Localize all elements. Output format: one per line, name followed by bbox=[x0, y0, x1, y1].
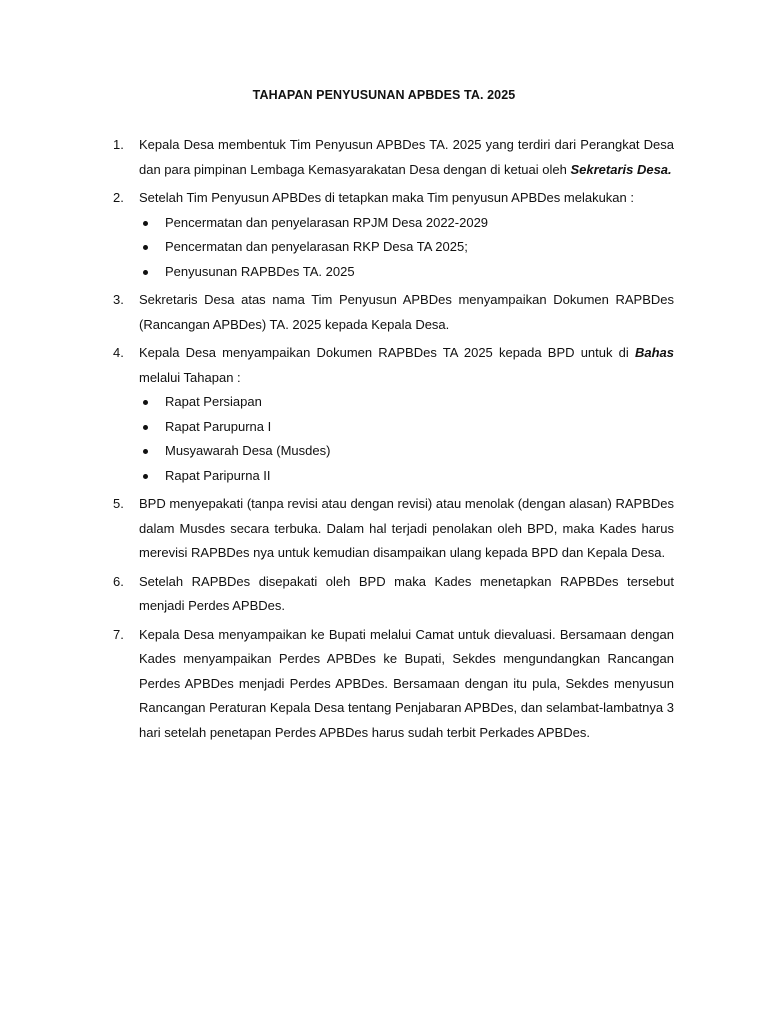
item-emphasis: Sekretaris Desa. bbox=[570, 161, 672, 177]
bullet-item bbox=[139, 415, 674, 440]
bullet-icon bbox=[143, 474, 148, 479]
item-text bbox=[139, 341, 674, 390]
bullet-text: Rapat Paripurna II bbox=[165, 467, 271, 483]
item-number: 7. bbox=[113, 626, 124, 642]
list-item-3 bbox=[113, 288, 674, 337]
bullet-icon bbox=[143, 400, 148, 405]
bullet-item bbox=[139, 235, 674, 260]
list-item-1 bbox=[113, 133, 674, 182]
list-item-6 bbox=[113, 570, 674, 619]
item-number: 5. bbox=[113, 496, 124, 511]
item-number: 4. bbox=[113, 345, 124, 360]
bullet-icon bbox=[143, 270, 148, 275]
item-number: 3. bbox=[113, 292, 124, 307]
bullet-item bbox=[139, 211, 674, 236]
bullet-text: Penyusunan RAPBDes TA. 2025 bbox=[165, 263, 355, 279]
bullet-icon bbox=[143, 449, 148, 454]
item-text bbox=[139, 133, 674, 182]
bullet-icon bbox=[143, 425, 148, 430]
item-text: Kepala Desa menyampaikan ke Bupati melalui Camat untuk dievaluasi. Bersamaan dengan Kades menyampaikan Perdes APBDes ke Bupati, Sekdes mengundangkan Rancangan Perdes APBDes menjadi Perdes APBDes. Bersamaan dengan itu pula, Sekdes menyusun Rancangan Peraturan Kepala Desa tentang Penjabaran APBDes, dan selambat-lambatnya 3 hari setelah penetapan Perdes APBDes harus sudah terbit Perkades APBDes. bbox=[139, 626, 674, 740]
item-number: 6. bbox=[113, 573, 124, 589]
bullet-text: Rapat Persiapan bbox=[165, 394, 262, 409]
list-item-4 bbox=[113, 341, 674, 488]
bullet-item bbox=[139, 390, 674, 415]
bullet-text: Rapat Parupurna I bbox=[165, 418, 272, 434]
list-item-2 bbox=[113, 186, 674, 284]
document-title: TAHAPAN PENYUSUNAN APBDES TA. 2025 bbox=[252, 88, 516, 102]
bullet-item bbox=[139, 260, 674, 285]
item-text: Sekretaris Desa atas nama Tim Penyusun APBDes menyampaikan Dokumen RAPBDes (Rancangan APBDes) TA. 2025 kepada Kepala Desa. bbox=[139, 292, 674, 332]
list-item-7 bbox=[113, 623, 674, 746]
bullet-list bbox=[139, 211, 674, 285]
item-number: 1. bbox=[113, 137, 124, 152]
bullet-text: Pencermatan dan penyelarasan RPJM Desa 2022-2029 bbox=[165, 214, 489, 230]
item-text: Setelah Tim Penyusun APBDes di tetapkan maka Tim penyusun APBDes melakukan : bbox=[139, 190, 634, 205]
item-text-part: Kepala Desa menyampaikan Dokumen RAPBDes TA 2025 kepada BPD untuk di bbox=[139, 345, 635, 360]
item-text: BPD menyepakati (tanpa revisi atau dengan revisi) atau menolak (dengan alasan) RAPBDes dalam Musdes secara terbuka. Dalam hal terjadi penolakan oleh BPD, maka Kades harus merevisi RAPBDes nya untuk kemudian disampaikan ulang kepada BPD dan Kepala Desa. bbox=[139, 496, 674, 560]
bullet-item bbox=[139, 464, 674, 489]
numbered-list bbox=[113, 133, 674, 749]
item-text-part: melalui Tahapan : bbox=[139, 369, 241, 385]
bullet-text: Pencermatan dan penyelarasan RKP Desa TA 2025; bbox=[165, 239, 468, 254]
bullet-text: Musyawarah Desa (Musdes) bbox=[165, 443, 331, 458]
item-text: Setelah RAPBDes disepakati oleh BPD maka Kades menetapkan RAPBDes tersebut menjadi Perdes APBDes. bbox=[139, 573, 674, 613]
bullet-list bbox=[139, 390, 674, 488]
item-number: 2. bbox=[113, 190, 124, 205]
item-text-part: Kepala Desa membentuk Tim Penyusun APBDes TA. 2025 yang terdiri dari Perangkat Desa dan para pimpinan Lembaga Kemasyarakatan Desa dengan di ketuai oleh bbox=[139, 137, 674, 177]
item-emphasis: Bahas bbox=[634, 345, 674, 360]
bullet-icon bbox=[143, 221, 148, 226]
bullet-item bbox=[139, 439, 674, 464]
list-item-5 bbox=[113, 492, 674, 566]
bullet-icon bbox=[143, 245, 148, 250]
